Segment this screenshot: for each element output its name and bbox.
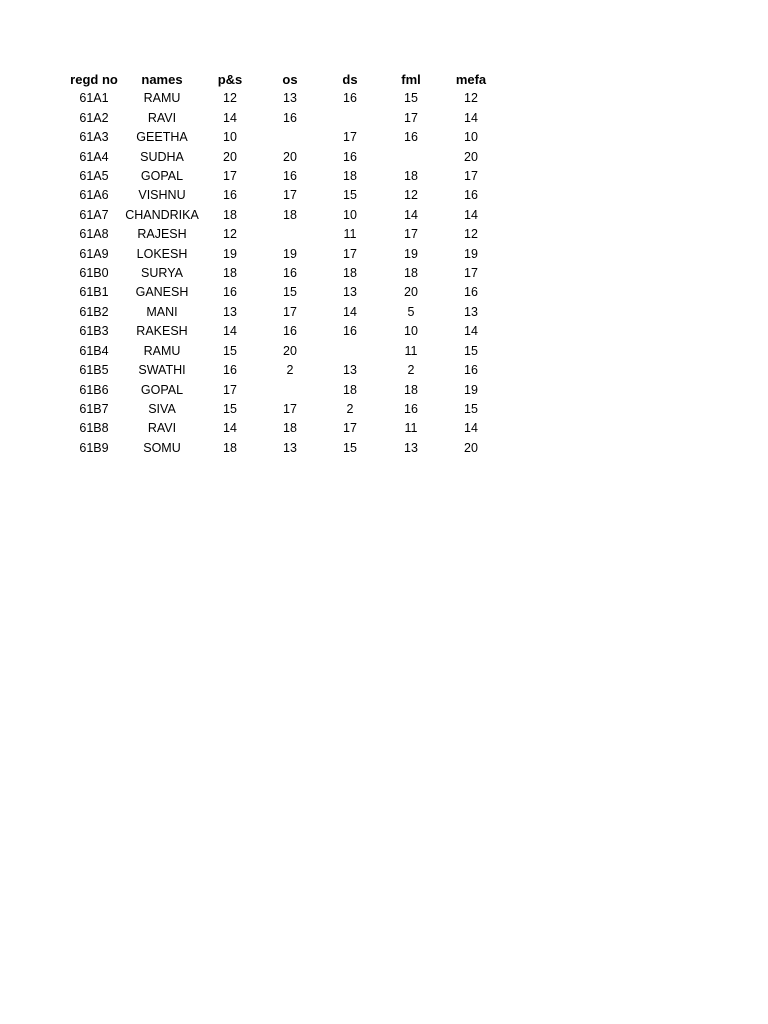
table-row [63, 439, 501, 458]
cell-ps: 13 [223, 304, 237, 319]
cell-mefa: 14 [464, 110, 478, 125]
table-row [63, 381, 501, 400]
cell-fml: 11 [404, 421, 418, 436]
table-row [63, 89, 501, 108]
cell-name: VISHNU [138, 188, 186, 203]
cell-fml: 20 [404, 285, 418, 300]
cell-mefa: 16 [464, 363, 478, 378]
marks-table [63, 70, 501, 458]
cell-name: RAVI [147, 110, 177, 125]
cell-fml: 12 [404, 188, 418, 203]
cell-ps: 18 [223, 207, 237, 222]
cell-name: LOKESH [136, 246, 188, 261]
cell-ps: 14 [223, 110, 237, 125]
cell-fml: 16 [404, 401, 418, 416]
cell-ps: 14 [223, 421, 237, 436]
cell-ds: 18 [343, 266, 357, 281]
header-os: os [282, 72, 298, 87]
cell-regd-no: 61B8 [79, 421, 109, 436]
cell-regd-no: 61A4 [79, 149, 109, 164]
header-fml: fml [401, 72, 421, 87]
cell-os: 18 [283, 421, 297, 436]
header-ps: p&s [217, 72, 243, 87]
cell-ps: 20 [223, 149, 237, 164]
cell-name: GANESH [135, 285, 189, 300]
cell-ds: 15 [343, 188, 357, 203]
cell-fml: 2 [407, 363, 415, 378]
table-row [63, 128, 501, 147]
cell-mefa: 20 [464, 149, 478, 164]
cell-fml: 17 [404, 227, 418, 242]
header-names: names [141, 72, 183, 87]
header-row [63, 70, 501, 89]
cell-fml: 11 [404, 343, 418, 358]
cell-fml: 18 [404, 382, 418, 397]
cell-regd-no: 61B6 [79, 382, 109, 397]
cell-ds: 17 [343, 246, 357, 261]
cell-fml: 16 [404, 130, 418, 145]
cell-ds: 13 [343, 285, 357, 300]
cell-mefa: 13 [464, 304, 478, 319]
cell-name: RAMU [143, 91, 181, 106]
cell-os: 20 [283, 149, 297, 164]
cell-fml: 5 [407, 304, 415, 319]
cell-os: 13 [283, 91, 297, 106]
cell-name: SWATHI [138, 363, 186, 378]
cell-os: 19 [283, 246, 297, 261]
cell-ps: 18 [223, 440, 237, 455]
cell-regd-no: 61A7 [79, 207, 109, 222]
cell-fml: 18 [404, 266, 418, 281]
cell-mefa: 17 [464, 266, 478, 281]
cell-ds: 10 [343, 207, 357, 222]
cell-name: MANI [146, 304, 178, 319]
cell-fml: 15 [404, 91, 418, 106]
cell-mefa: 19 [464, 246, 478, 261]
cell-regd-no: 61A5 [79, 169, 109, 184]
cell-ds: 2 [346, 401, 354, 416]
cell-name: RAKESH [136, 324, 188, 339]
cell-os: 13 [283, 440, 297, 455]
cell-fml: 10 [404, 324, 418, 339]
cell-os: 16 [283, 110, 297, 125]
cell-os [261, 381, 319, 400]
cell-fml: 17 [404, 110, 418, 125]
cell-os: 17 [283, 304, 297, 319]
cell-regd-no: 61B2 [79, 304, 109, 319]
cell-name: GEETHA [136, 130, 188, 145]
table-row [63, 322, 501, 341]
cell-ds: 17 [343, 130, 357, 145]
table-row [63, 148, 501, 167]
cell-ds: 17 [343, 421, 357, 436]
cell-fml: 18 [404, 169, 418, 184]
cell-regd-no: 61B0 [79, 266, 109, 281]
cell-mefa: 12 [464, 91, 478, 106]
cell-ps: 10 [223, 130, 237, 145]
table-row [63, 109, 501, 128]
cell-ds [319, 109, 381, 128]
cell-ps: 15 [223, 343, 237, 358]
cell-name: GOPAL [140, 169, 184, 184]
cell-mefa: 20 [464, 440, 478, 455]
cell-ds: 16 [343, 149, 357, 164]
cell-os: 18 [283, 207, 297, 222]
cell-fml [381, 148, 441, 167]
cell-ds: 16 [343, 324, 357, 339]
cell-mefa: 12 [464, 227, 478, 242]
cell-mefa: 16 [464, 285, 478, 300]
table-row [63, 419, 501, 438]
cell-ds: 15 [343, 440, 357, 455]
cell-ps: 17 [223, 169, 237, 184]
cell-os: 15 [283, 285, 297, 300]
cell-mefa: 14 [464, 207, 478, 222]
cell-ps: 12 [223, 227, 237, 242]
cell-regd-no: 61A9 [79, 246, 109, 261]
cell-regd-no: 61A8 [79, 227, 109, 242]
cell-ps: 14 [223, 324, 237, 339]
cell-ps: 16 [223, 188, 237, 203]
cell-mefa: 15 [464, 343, 478, 358]
cell-os: 2 [286, 363, 294, 378]
table-row [63, 245, 501, 264]
cell-ds: 11 [343, 227, 357, 242]
cell-mefa: 14 [464, 421, 478, 436]
cell-regd-no: 61A6 [79, 188, 109, 203]
cell-ps: 15 [223, 401, 237, 416]
cell-ds: 18 [343, 382, 357, 397]
cell-fml: 14 [404, 207, 418, 222]
cell-os [261, 225, 319, 244]
cell-mefa: 16 [464, 188, 478, 203]
cell-ds: 14 [343, 304, 357, 319]
table-row [63, 283, 501, 302]
cell-regd-no: 61B1 [79, 285, 109, 300]
cell-name: CHANDRIKA [125, 207, 199, 222]
cell-name: RAJESH [137, 227, 187, 242]
cell-name: SOMU [143, 440, 181, 455]
header-ds: ds [342, 72, 358, 87]
cell-ds: 16 [343, 91, 357, 106]
cell-ps: 16 [223, 285, 237, 300]
header-regd-no: regd no [70, 72, 118, 87]
cell-ps: 19 [223, 246, 237, 261]
cell-ps: 12 [223, 91, 237, 106]
table-row [63, 303, 501, 322]
cell-os [261, 128, 319, 147]
cell-ds [319, 342, 381, 361]
cell-ps: 17 [223, 382, 237, 397]
cell-regd-no: 61B4 [79, 343, 109, 358]
cell-regd-no: 61B3 [79, 324, 109, 339]
cell-os: 16 [283, 324, 297, 339]
table-row [63, 167, 501, 186]
table-body [63, 89, 501, 458]
cell-ps: 16 [223, 363, 237, 378]
cell-ds: 18 [343, 169, 357, 184]
cell-mefa: 10 [464, 130, 478, 145]
table-row [63, 342, 501, 361]
cell-os: 16 [283, 266, 297, 281]
cell-name: GOPAL [140, 382, 184, 397]
cell-regd-no: 61B7 [79, 401, 109, 416]
cell-regd-no: 61B5 [79, 363, 109, 378]
cell-ps: 18 [223, 266, 237, 281]
table-row [63, 400, 501, 419]
cell-regd-no: 61A1 [79, 91, 109, 106]
cell-name: SIVA [148, 401, 176, 416]
header-mefa: mefa [455, 72, 487, 87]
cell-os: 20 [283, 343, 297, 358]
cell-mefa: 17 [464, 169, 478, 184]
cell-mefa: 19 [464, 382, 478, 397]
table-row [63, 225, 501, 244]
table-row [63, 264, 501, 283]
cell-regd-no: 61B9 [79, 440, 109, 455]
cell-fml: 19 [404, 246, 418, 261]
cell-mefa: 15 [464, 401, 478, 416]
cell-name: SUDHA [140, 149, 184, 164]
cell-name: SURYA [141, 266, 183, 281]
table-row [63, 361, 501, 380]
cell-regd-no: 61A3 [79, 130, 109, 145]
cell-os: 17 [283, 188, 297, 203]
cell-name: RAVI [147, 421, 177, 436]
cell-regd-no: 61A2 [79, 110, 109, 125]
cell-mefa: 14 [464, 324, 478, 339]
cell-name: RAMU [143, 343, 181, 358]
table-row [63, 186, 501, 205]
cell-ds: 13 [343, 363, 357, 378]
cell-os: 16 [283, 169, 297, 184]
cell-fml: 13 [404, 440, 418, 455]
cell-os: 17 [283, 401, 297, 416]
table-row [63, 206, 501, 225]
